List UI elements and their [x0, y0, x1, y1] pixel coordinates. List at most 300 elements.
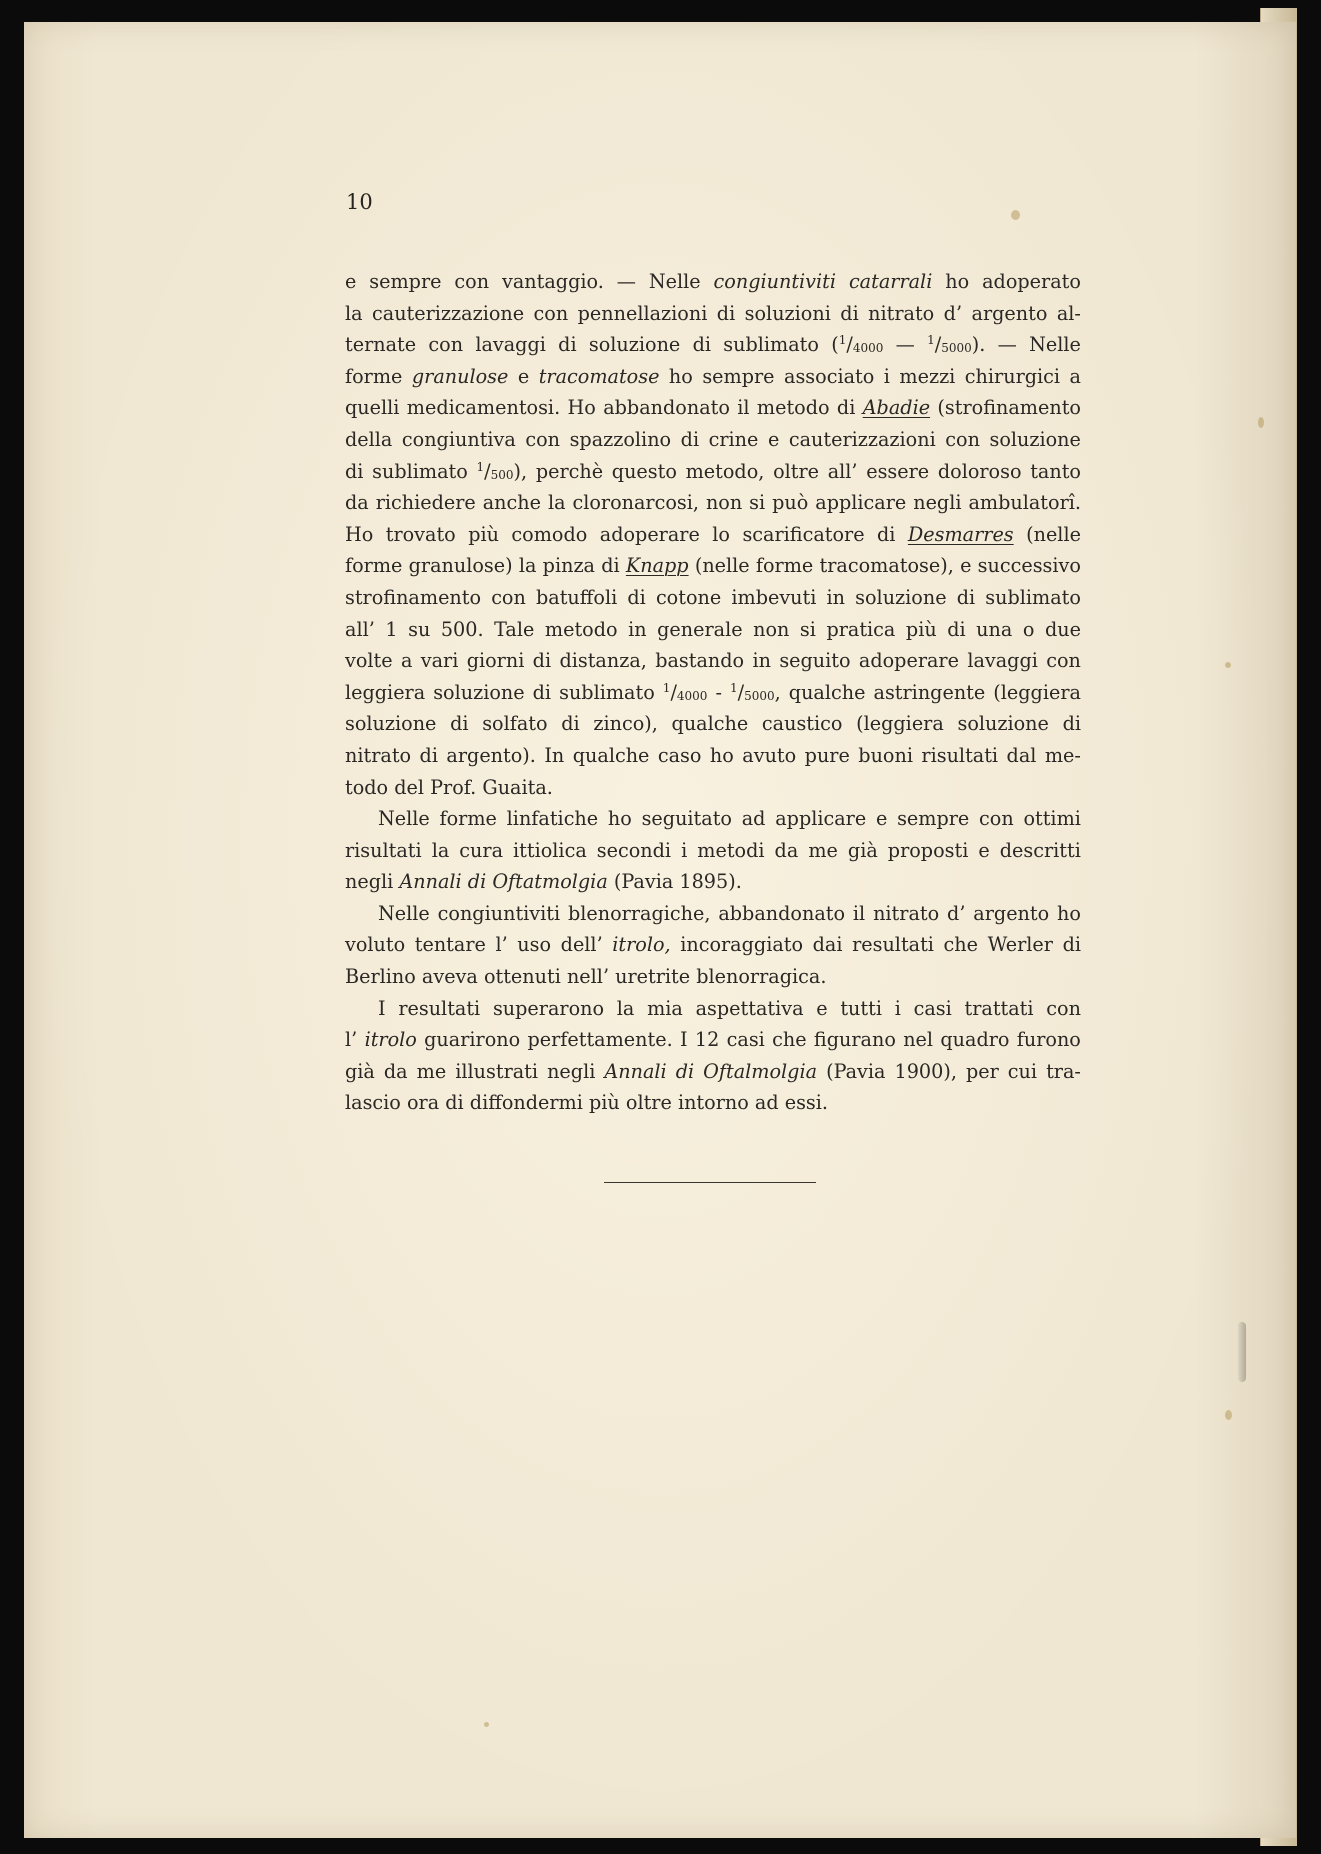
word: con — [1046, 649, 1081, 673]
word-group — [749, 487, 765, 519]
word-group — [753, 614, 789, 646]
page-number: 10 — [346, 190, 373, 214]
word-group — [345, 772, 388, 804]
word-group — [1045, 614, 1081, 646]
word: 12 — [694, 1028, 720, 1052]
word-group — [345, 487, 369, 519]
paragraph — [345, 803, 1081, 898]
word: spazzolino — [569, 427, 672, 451]
fraction-slash: / — [934, 333, 942, 357]
word: zinco), — [593, 712, 658, 736]
word: me- — [1044, 743, 1081, 767]
fraction-denominator: 5000 — [941, 341, 972, 356]
text-line — [345, 740, 1081, 772]
word-group — [534, 298, 569, 330]
word: di — [345, 459, 364, 483]
word: voluto — [345, 933, 406, 957]
fraction-numerator: 1 — [838, 333, 847, 348]
fraction-slash: / — [484, 459, 491, 483]
fraction-denominator: 5000 — [744, 688, 775, 703]
text-line — [345, 614, 1081, 646]
word: con — [1046, 996, 1081, 1020]
word-group — [345, 866, 393, 898]
word-group — [973, 898, 1049, 930]
word-group — [813, 929, 843, 961]
word-group — [718, 898, 845, 930]
word: todo — [345, 775, 389, 799]
word: su — [408, 617, 431, 641]
word-group — [837, 392, 855, 424]
word: resultati — [852, 933, 934, 957]
word-group — [559, 677, 655, 709]
word-group — [695, 550, 750, 582]
word: blenorragiche, — [568, 901, 711, 925]
word: metodi — [697, 838, 765, 862]
word: la — [518, 554, 537, 578]
word: due — [1044, 617, 1081, 641]
word: Ho — [567, 396, 596, 420]
italic-word: di — [675, 1059, 695, 1083]
word: Nelle — [378, 807, 430, 831]
word-group — [695, 1024, 719, 1056]
word-group — [756, 550, 813, 582]
word: richiedere — [375, 491, 476, 515]
word-group — [561, 961, 609, 993]
word-group — [789, 424, 936, 456]
text-line — [345, 645, 1081, 677]
word-group — [779, 645, 850, 677]
word: cotone — [655, 585, 722, 609]
word-group — [433, 677, 524, 709]
word-group — [742, 803, 766, 835]
word: o — [1022, 617, 1035, 641]
word-group — [475, 329, 546, 361]
word-group — [888, 835, 969, 867]
word-group — [805, 740, 850, 772]
word-group — [709, 424, 759, 456]
word-group — [378, 898, 430, 930]
word-group — [775, 835, 799, 867]
word: — — [997, 333, 1017, 357]
word: sempre — [897, 807, 970, 831]
word-group — [989, 424, 1080, 456]
word-group — [345, 677, 425, 709]
word: sublimato — [985, 585, 1081, 609]
word-group — [742, 519, 864, 551]
word-group — [938, 456, 1022, 488]
word: forme — [439, 807, 497, 831]
word: vantaggio. — [502, 270, 604, 293]
word-group — [608, 866, 674, 898]
text-line — [345, 898, 1081, 930]
word-group — [762, 708, 843, 740]
paper-speck — [1258, 417, 1264, 428]
word: abbandonato — [603, 396, 730, 420]
word: lascio — [345, 1091, 401, 1115]
word-group — [940, 1024, 1009, 1056]
word: a — [400, 649, 413, 673]
word-group — [548, 487, 566, 519]
fraction-numerator: 1 — [662, 680, 671, 695]
word-group — [597, 835, 671, 867]
text-line — [345, 424, 1081, 456]
word-group — [848, 835, 878, 867]
text-line — [345, 329, 1081, 361]
word: di — [947, 617, 966, 641]
word-group — [517, 929, 551, 961]
word: da — [383, 1059, 408, 1083]
word: soluzione — [957, 712, 1049, 736]
word: all’ — [345, 617, 375, 641]
word: soluzione — [345, 712, 437, 736]
word-group — [424, 772, 476, 804]
word-group — [345, 519, 373, 551]
word: 1900), — [894, 1059, 957, 1083]
word-group — [603, 392, 730, 424]
word: a — [1069, 364, 1081, 388]
word: imbevuti — [731, 585, 817, 609]
word: me — [808, 838, 838, 862]
word: (nelle — [1026, 522, 1081, 546]
word: aspettativa — [695, 996, 804, 1020]
word-group — [827, 582, 846, 614]
word-group — [784, 361, 874, 393]
word-group — [345, 361, 402, 393]
fraction-denominator: 4000 — [676, 688, 708, 703]
word-group — [620, 1087, 672, 1119]
word-group — [717, 298, 735, 330]
word: caso — [657, 743, 702, 767]
word: dai — [812, 933, 843, 957]
text-line — [345, 298, 1081, 330]
word-group — [680, 929, 803, 961]
word: blenorragica. — [696, 965, 827, 989]
word-group — [386, 519, 456, 551]
word: In — [544, 743, 565, 767]
word-group — [690, 961, 826, 993]
word: del — [394, 775, 424, 799]
word-group — [710, 740, 734, 772]
word: al- — [1056, 301, 1081, 325]
word-group — [467, 645, 525, 677]
text-line — [345, 487, 1081, 519]
word: non — [753, 617, 790, 641]
word: pure — [804, 743, 850, 767]
word: Tale — [494, 617, 535, 641]
word: che — [772, 1028, 807, 1052]
word-group — [1057, 898, 1081, 930]
word: argento — [973, 901, 1050, 925]
word-group — [462, 866, 487, 898]
word: con — [979, 807, 1014, 831]
fraction-numerator: 1 — [476, 459, 485, 474]
word: congiuntiva — [401, 427, 516, 451]
word-group — [1045, 740, 1081, 772]
word: ottimi — [1023, 807, 1081, 831]
word-group — [1017, 1024, 1081, 1056]
word-group — [432, 835, 450, 867]
word-group — [831, 329, 883, 361]
word-group — [968, 487, 1081, 519]
word: che — [943, 933, 979, 957]
word-group — [345, 929, 405, 961]
word: di — [558, 333, 577, 357]
word: I — [378, 996, 386, 1020]
word-group — [558, 329, 576, 361]
word: si — [749, 491, 766, 515]
word: adoperare — [858, 649, 959, 673]
text-line — [345, 550, 1081, 582]
word: quadro — [940, 1028, 1010, 1052]
word-group — [789, 677, 866, 709]
word: la — [345, 301, 363, 325]
word: ad — [754, 1091, 779, 1115]
word-group — [715, 677, 721, 709]
word: oltre — [625, 1091, 672, 1115]
word-group — [617, 993, 635, 1025]
text-line — [345, 803, 1081, 835]
word: Nelle — [648, 270, 701, 293]
word-group — [1026, 519, 1081, 551]
word: i — [894, 996, 901, 1020]
word: forme — [345, 364, 403, 388]
word-group — [573, 740, 650, 772]
word-group — [697, 835, 764, 867]
word: in — [752, 649, 771, 673]
paragraph — [345, 993, 1081, 1119]
word-group — [478, 961, 561, 993]
word: di — [445, 1091, 464, 1115]
word-group — [978, 835, 989, 867]
word-group — [944, 929, 978, 961]
word-group — [511, 519, 587, 551]
word-group — [491, 582, 526, 614]
word-group — [737, 392, 749, 424]
word: negli — [547, 1059, 596, 1083]
word: caustico — [761, 712, 843, 736]
word-group — [1023, 614, 1035, 646]
word: tracomatose), — [819, 554, 954, 578]
word-group — [345, 329, 416, 361]
word-group — [1008, 1056, 1037, 1088]
word: ad — [741, 807, 766, 831]
word: 500. — [440, 617, 484, 641]
word-group — [703, 1056, 817, 1088]
word-group — [493, 993, 604, 1025]
word-group — [957, 582, 975, 614]
word: con — [491, 585, 526, 609]
word: ho — [709, 743, 734, 767]
word-group — [693, 329, 711, 361]
word: l’ — [495, 933, 508, 957]
word: volte — [345, 649, 393, 673]
fraction — [663, 677, 708, 709]
word-group — [464, 1087, 583, 1119]
word-group — [772, 1024, 806, 1056]
word: per — [965, 1059, 999, 1083]
word: , — [774, 680, 781, 704]
word: (strofinamento — [937, 396, 1081, 420]
text-line — [345, 929, 1081, 961]
text-line — [345, 993, 1081, 1025]
word-group — [570, 424, 672, 456]
word-group — [369, 266, 441, 298]
italic-word: Desmarres — [907, 522, 1014, 546]
word: - — [715, 680, 722, 704]
word: leggiera — [345, 680, 426, 704]
word: lavaggi — [967, 649, 1038, 673]
word-group — [393, 866, 461, 898]
word-group — [415, 929, 486, 961]
word-group — [859, 645, 959, 677]
word-group — [752, 645, 771, 677]
word: applicare — [815, 491, 907, 515]
word: mia — [647, 996, 683, 1020]
word-group — [998, 329, 1017, 361]
fraction — [477, 456, 528, 488]
word: ho — [668, 364, 693, 388]
word-group — [712, 519, 730, 551]
word-group — [1029, 329, 1081, 361]
word: soluzione — [433, 680, 525, 704]
word-group — [559, 645, 646, 677]
word-group — [1063, 708, 1081, 740]
word: batuffoli — [535, 585, 618, 609]
word-group — [884, 361, 890, 393]
word: figurano — [813, 1028, 896, 1052]
word: all’ — [827, 459, 858, 483]
italic-word: itrolo — [364, 1028, 417, 1052]
word-group — [345, 614, 375, 646]
word: essere — [866, 459, 930, 483]
word-group — [593, 708, 658, 740]
word: di — [1062, 933, 1081, 957]
word: (nelle — [694, 554, 750, 578]
word: secondi — [596, 838, 672, 862]
word-group — [513, 835, 587, 867]
word-group — [814, 1024, 896, 1056]
word-group — [545, 614, 618, 646]
word-group — [589, 329, 680, 361]
word-group — [482, 708, 547, 740]
word: cura — [459, 838, 504, 862]
word-group — [412, 361, 509, 393]
closing-rule — [604, 1182, 816, 1183]
word: ), — [513, 459, 528, 483]
word-group — [903, 1024, 933, 1056]
word: e — [517, 364, 530, 388]
fraction — [927, 329, 985, 361]
word: Nelle — [1029, 333, 1081, 357]
word-group — [657, 614, 742, 646]
text-line — [345, 866, 1081, 898]
word-group — [424, 1024, 520, 1056]
word-group — [527, 1024, 672, 1056]
word-group — [612, 456, 677, 488]
word-group — [714, 266, 836, 298]
word-group — [978, 550, 1081, 582]
word-group — [428, 329, 463, 361]
word: metodo — [756, 396, 830, 420]
word-group — [649, 266, 701, 298]
word-group — [772, 487, 808, 519]
italic-word: catarrali — [848, 270, 933, 293]
word-group — [775, 803, 866, 835]
word-group — [979, 803, 1014, 835]
word: associato — [784, 364, 875, 388]
word-group — [608, 803, 632, 835]
word-group — [982, 266, 1081, 298]
word: furono — [1016, 1028, 1081, 1052]
word: ittiolica — [513, 838, 587, 862]
word-group — [455, 1056, 538, 1088]
word: guarirono — [424, 1028, 521, 1052]
word: cloronarcosi, — [572, 491, 699, 515]
word: negli — [913, 491, 962, 515]
word: scarificatore — [742, 522, 865, 546]
word-group — [856, 708, 944, 740]
word-group — [604, 1056, 666, 1088]
word: bastando — [655, 649, 745, 673]
word: medicamentosi. — [406, 396, 561, 420]
word-group — [495, 929, 507, 961]
word: ternate — [345, 333, 417, 357]
word: essi. — [784, 1091, 829, 1115]
word-group — [409, 550, 513, 582]
paper-speck — [1011, 210, 1020, 220]
word: una — [976, 617, 1013, 641]
word-group — [815, 487, 906, 519]
word-group — [673, 866, 742, 898]
fraction-slash: / — [670, 680, 677, 704]
word: più — [589, 1091, 620, 1115]
word: adoperare — [599, 522, 700, 546]
word: sublimato — [372, 459, 468, 483]
word-group — [647, 993, 683, 1025]
word: buoni — [858, 743, 913, 767]
word: resultati — [398, 996, 481, 1020]
word: congiuntiviti — [437, 901, 561, 925]
word: di — [419, 743, 438, 767]
word: trattati — [964, 996, 1034, 1020]
word: quelli — [345, 396, 400, 420]
italic-word: Oftatmolgia — [492, 870, 608, 894]
word-group — [372, 456, 468, 488]
word-group — [626, 550, 689, 582]
word: i — [681, 838, 688, 862]
word-group — [441, 614, 484, 646]
word-group — [401, 645, 412, 677]
word-group — [1007, 740, 1037, 772]
word: sempre — [369, 270, 442, 293]
word-group — [913, 487, 961, 519]
text-line — [345, 677, 1081, 709]
word-group — [696, 993, 804, 1025]
word-group — [578, 298, 708, 330]
word: perfettamente. — [527, 1028, 673, 1052]
word: nitrato — [868, 301, 935, 325]
word-group — [407, 392, 560, 424]
text-line — [345, 582, 1081, 614]
word: diffondermi — [469, 1091, 583, 1115]
word: già — [345, 1059, 375, 1083]
word-group — [385, 614, 397, 646]
word: strofinamento — [345, 585, 482, 609]
word: forme — [345, 554, 403, 578]
word-group — [507, 803, 598, 835]
word: dal — [1006, 743, 1037, 767]
word-group — [483, 487, 541, 519]
